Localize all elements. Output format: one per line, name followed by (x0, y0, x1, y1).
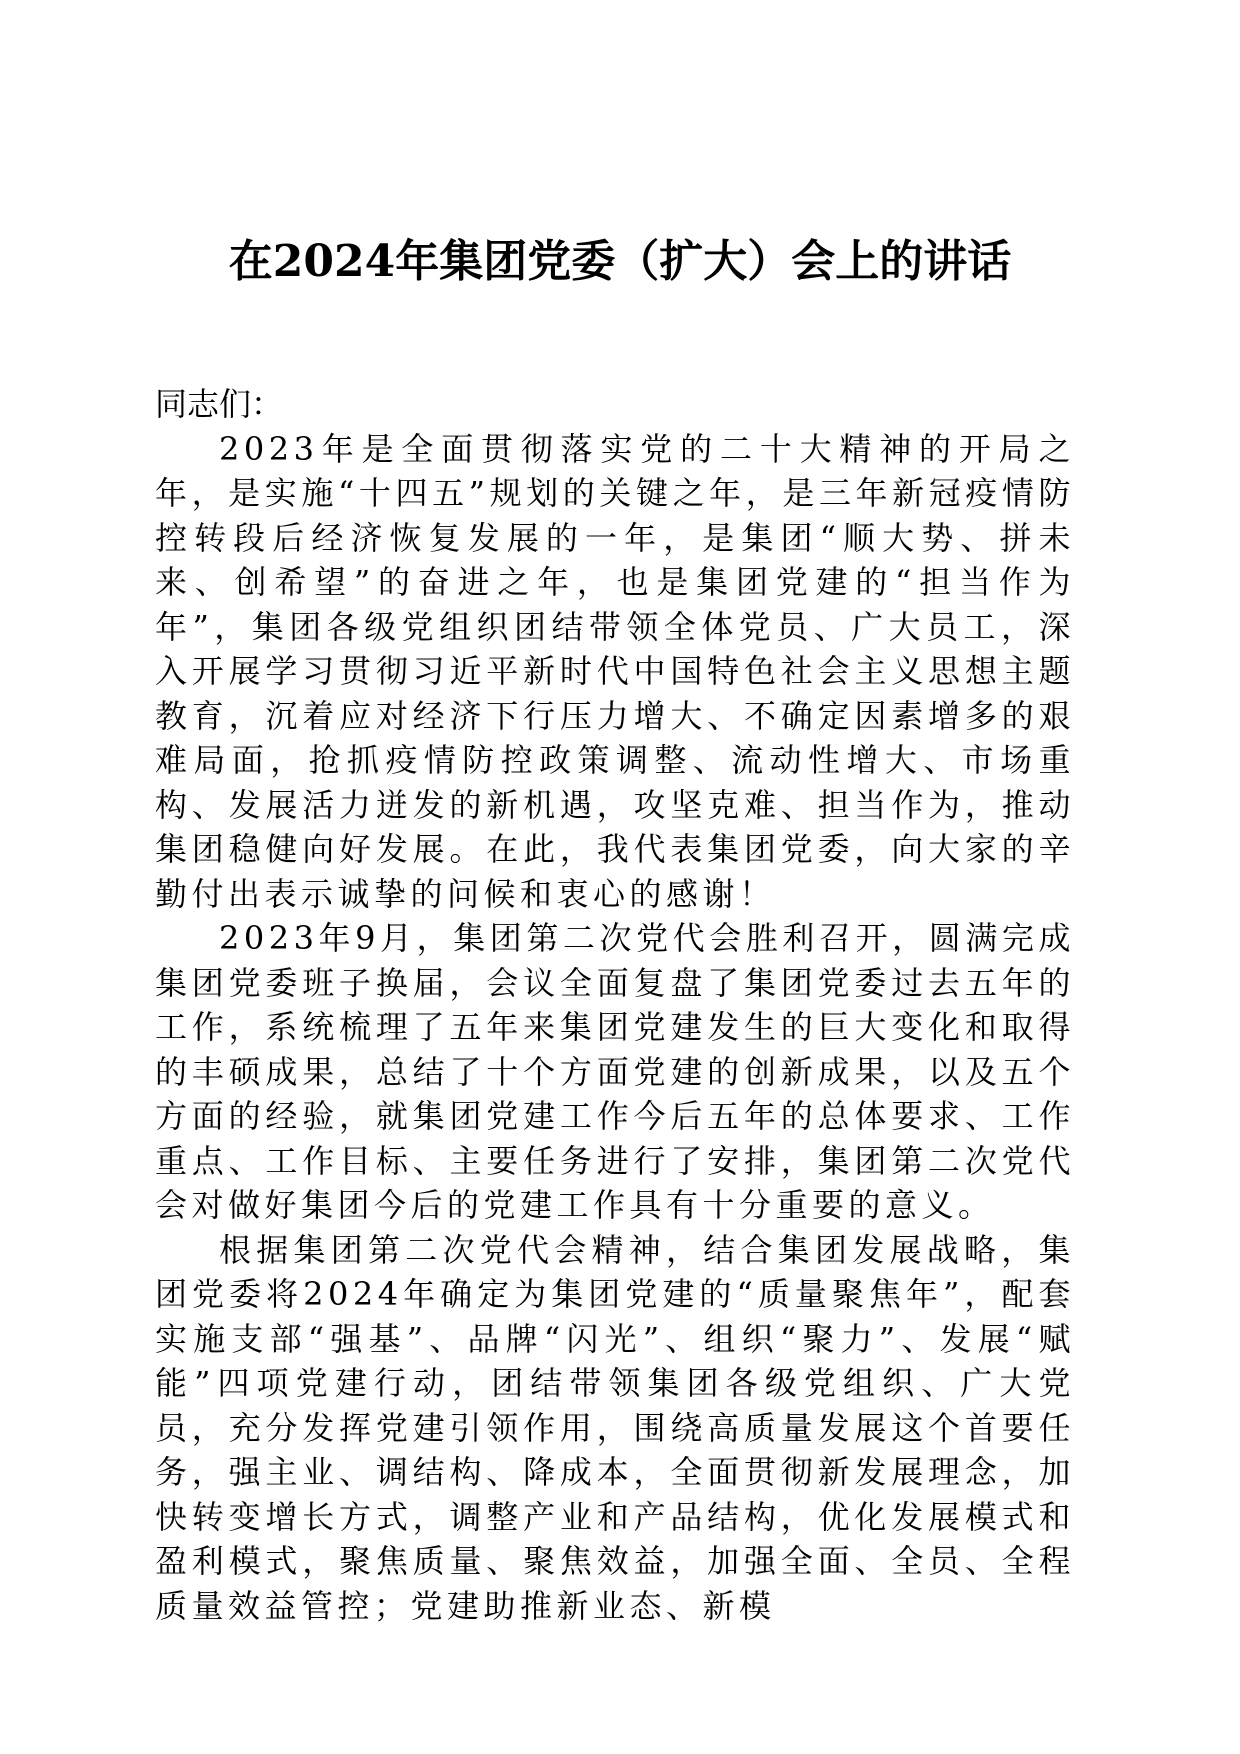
document-body (155, 382, 1075, 1628)
paragraph-3: 根据集团第二次党代会精神，结合集团发展战略，集团党委将2024年确定为集团党建的“质量聚焦年”，配套实施支部“强基”、品牌“闪光”、组织“聚力”、发展“赋能”四项党建行动，团结带领集团各级党组织、广大党员，充分发挥党建引领作用，围绕高质量发展这个首要任务，强主业、调结构、降成本，全面贯彻新发展理念，加快转变增长方式，调整产业和产品结构，优化发展模式和盈利模式，聚焦质量、聚焦效益，加强全面、全员、全程质量效益管控；党建助推新业态、新模 (155, 1230, 1075, 1625)
salutation: 同志们： (155, 385, 284, 423)
document-title: 在2024年集团党委（扩大）会上的讲话 (228, 236, 1012, 287)
paragraph-1: 2023年是全面贯彻落实党的二十大精神的开局之年，是实施“十四五”规划的关键之年，是三年新冠疫情防控转段后经济恢复发展的一年，是集团“顺大势、拼未来、创希望”的奋进之年，也是集团党建的“担当作为年”，集团各级党组织团结带领全体党员、广大员工，深入开展学习贯彻习近平新时代中国特色社会主义思想主题教育，沉着应对经济下行压力增大、不确定因素增多的艰难局面，抢抓疫情防控政策调整、流动性增大、市场重构、发展活力迸发的新机遇，攻坚克难、担当作为，推动集团稳健向好发展。在此，我代表集团党委，向大家的辛勤付出表示诚挚的问候和衷心的感谢！ (155, 429, 1075, 913)
paragraph-2: 2023年9月，集团第二次党代会胜利召开，圆满完成集团党委班子换届，会议全面复盘了集团党委过去五年的工作，系统梳理了五年来集团党建发生的巨大变化和取得的丰硕成果，总结了十个方面党建的创新成果，以及五个方面的经验，就集团党建工作今后五年的总体要求、工作重点、工作目标、主要任务进行了安排，集团第二次党代会对做好集团今后的党建工作具有十分重要的意义。 (155, 919, 1075, 1224)
